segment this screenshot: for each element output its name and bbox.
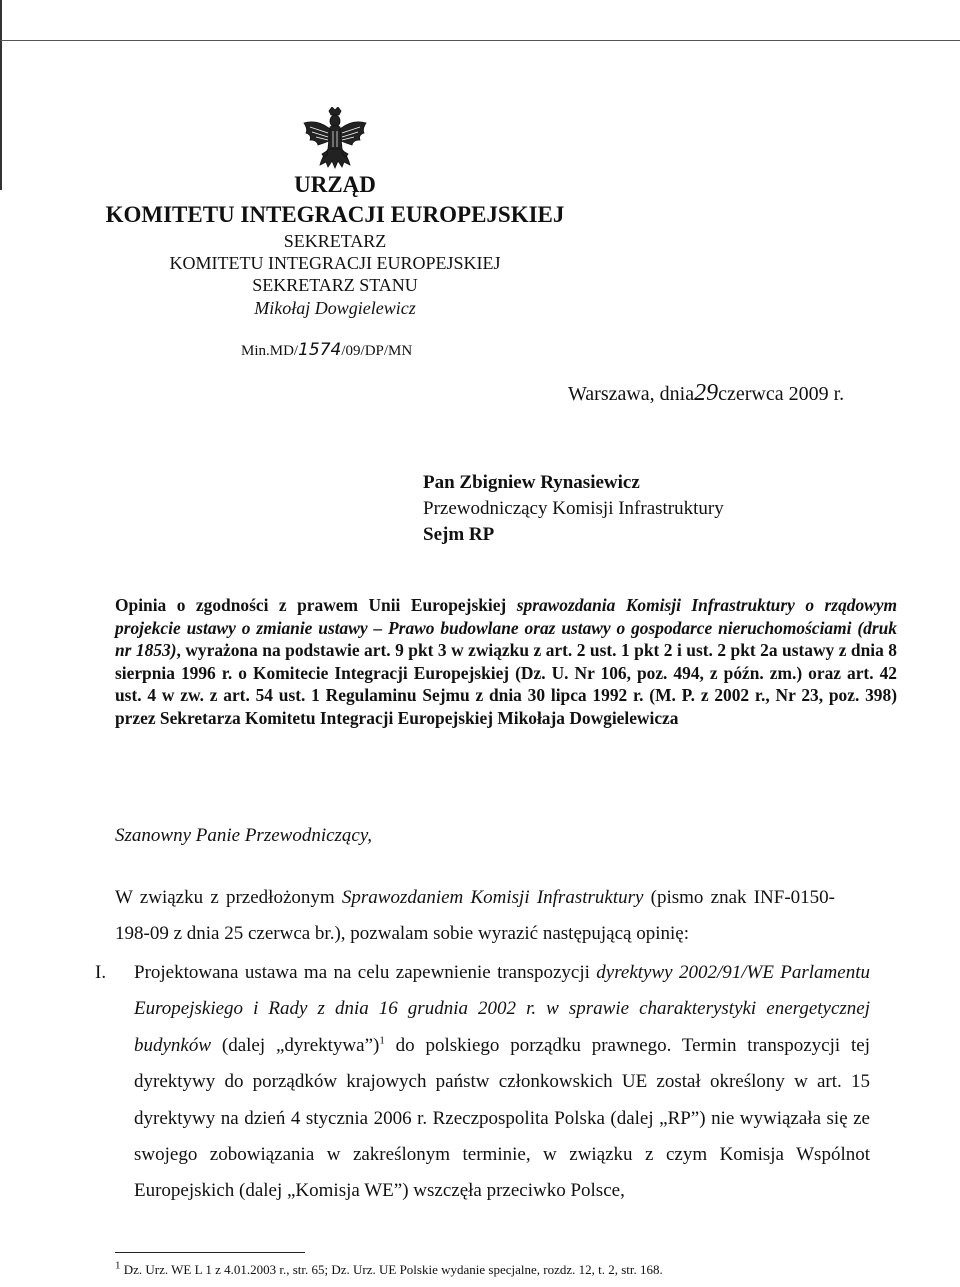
addressee-name: Pan Zbigniew Rynasiewicz [423, 472, 640, 493]
footnote-text: Dz. Urz. WE L 1 z 4.01.2003 r., str. 65; Dz. Urz. UE Polskie wydanie specjalne, rozdz. 12, t. 2, str. 168. [120, 1262, 663, 1277]
reference-number [241, 340, 412, 360]
salutation: Szanowny Panie Przewodniczący, [115, 825, 372, 846]
footnote-separator [115, 1252, 305, 1253]
letter-date [568, 380, 844, 407]
addressee-position: Przewodniczący Komisji Infrastruktury [423, 498, 724, 519]
reference-suffix: /09/DP/MN [341, 343, 413, 359]
point-1-text [134, 955, 870, 1210]
reference-handwritten: 1574 [298, 340, 342, 360]
footnote-reference: 1 [379, 1034, 385, 1047]
footnote-1 [115, 1259, 663, 1278]
state-secretary-title: SEKRETARZ STANU [252, 275, 418, 295]
scan-edge-top [0, 40, 960, 41]
signatory-name: Mikołaj Dowgielewicz [254, 298, 416, 318]
footnote-number: 1 [115, 1259, 121, 1272]
point-1-italic: dyrektywy 2002/91/WE Parlamentu Europejskiego i Rady z dnia 16 grudnia 2002 r. w sprawie charakterystyki energetycznej budynków [134, 962, 870, 1056]
intro-text-2: (pismo znak INF-0150-198-09 z dnia 25 czerwca br.), pozwalam sobie wyrazić następującą opinię: [115, 887, 835, 944]
subject-paragraph [115, 594, 897, 729]
scan-edge-left [0, 0, 2, 190]
issuer-header [95, 170, 575, 320]
date-prefix: Warszawa, dnia [568, 383, 695, 405]
polish-eagle-emblem-icon [300, 107, 370, 169]
date-suffix: czerwca 2009 r. [718, 383, 845, 405]
subject-text-1: Opinia o zgodności z prawem Unii Europejskiej [115, 595, 517, 615]
addressee-block [423, 470, 724, 548]
point-1-text-1: Projektowana ustawa ma na celu zapewnienie transpozycji [134, 962, 597, 983]
point-1-text-3: do polskiego porządku prawnego. Termin transpozycji tej dyrektywy do porządków krajowych państw członkowskich UE został określony w art. 15 dyrektywy na dzień 4 stycznia 2006 r. Rzeczpospolita Polska (dalej „RP”) nie wywiązała się ze swojego zobowiązania w zakreślonym terminie, w związku z czym Komisja Wspólnot Europejskich (dalej „Komisja WE”) wszczęła przeciwko Polsce, [134, 1034, 870, 1202]
secretary-title: SEKRETARZ [283, 231, 387, 251]
committee-name: KOMITETU INTEGRACJI EUROPEJSKIEJ [105, 202, 565, 227]
addressee-institution: Sejm RP [423, 524, 495, 545]
intro-text-1: W związku z przedłożonym [115, 887, 342, 908]
office-name: URZĄD [294, 172, 376, 197]
point-1-number: I. [95, 962, 107, 983]
date-handwritten-day: 29 [694, 380, 719, 406]
subject-text-2: , wyrażona na podstawie art. 9 pkt 3 w związku z art. 2 ust. 1 pkt 2 i ust. 2 pkt 2a ustawy z dnia 8 sierpnia 1996 r. o Komitecie Integracji Europejskiej (Dz. U. Nr 106, poz. 494, z późn. zm.) oraz art. 42 ust. 4 w zw. z art. 54 ust. 1 Regulaminu Sejmu z dnia 30 lipca 1992 r. (M. P. z 2002 r., Nr 23, poz. 398) przez Sekretarza Komitetu Integracji Europejskiej Mikołaja Dowgielewicza [115, 640, 897, 728]
subject-italic: sprawozdania Komisji Infrastruktury o rządowym projekcie ustawy o zmianie ustawy – Prawo budowlane oraz ustawy o gospodarce nieruchomościami (druk nr 1853) [115, 595, 897, 660]
intro-paragraph [115, 880, 835, 952]
point-1-text-2: (dalej „dyrektywa”) [211, 1034, 380, 1056]
point-1 [95, 955, 870, 1210]
committee-line: KOMITETU INTEGRACJI EUROPEJSKIEJ [169, 253, 501, 273]
reference-prefix: Min.MD/ [241, 343, 299, 359]
intro-italic: Sprawozdaniem Komisji Infrastruktury [341, 887, 644, 908]
